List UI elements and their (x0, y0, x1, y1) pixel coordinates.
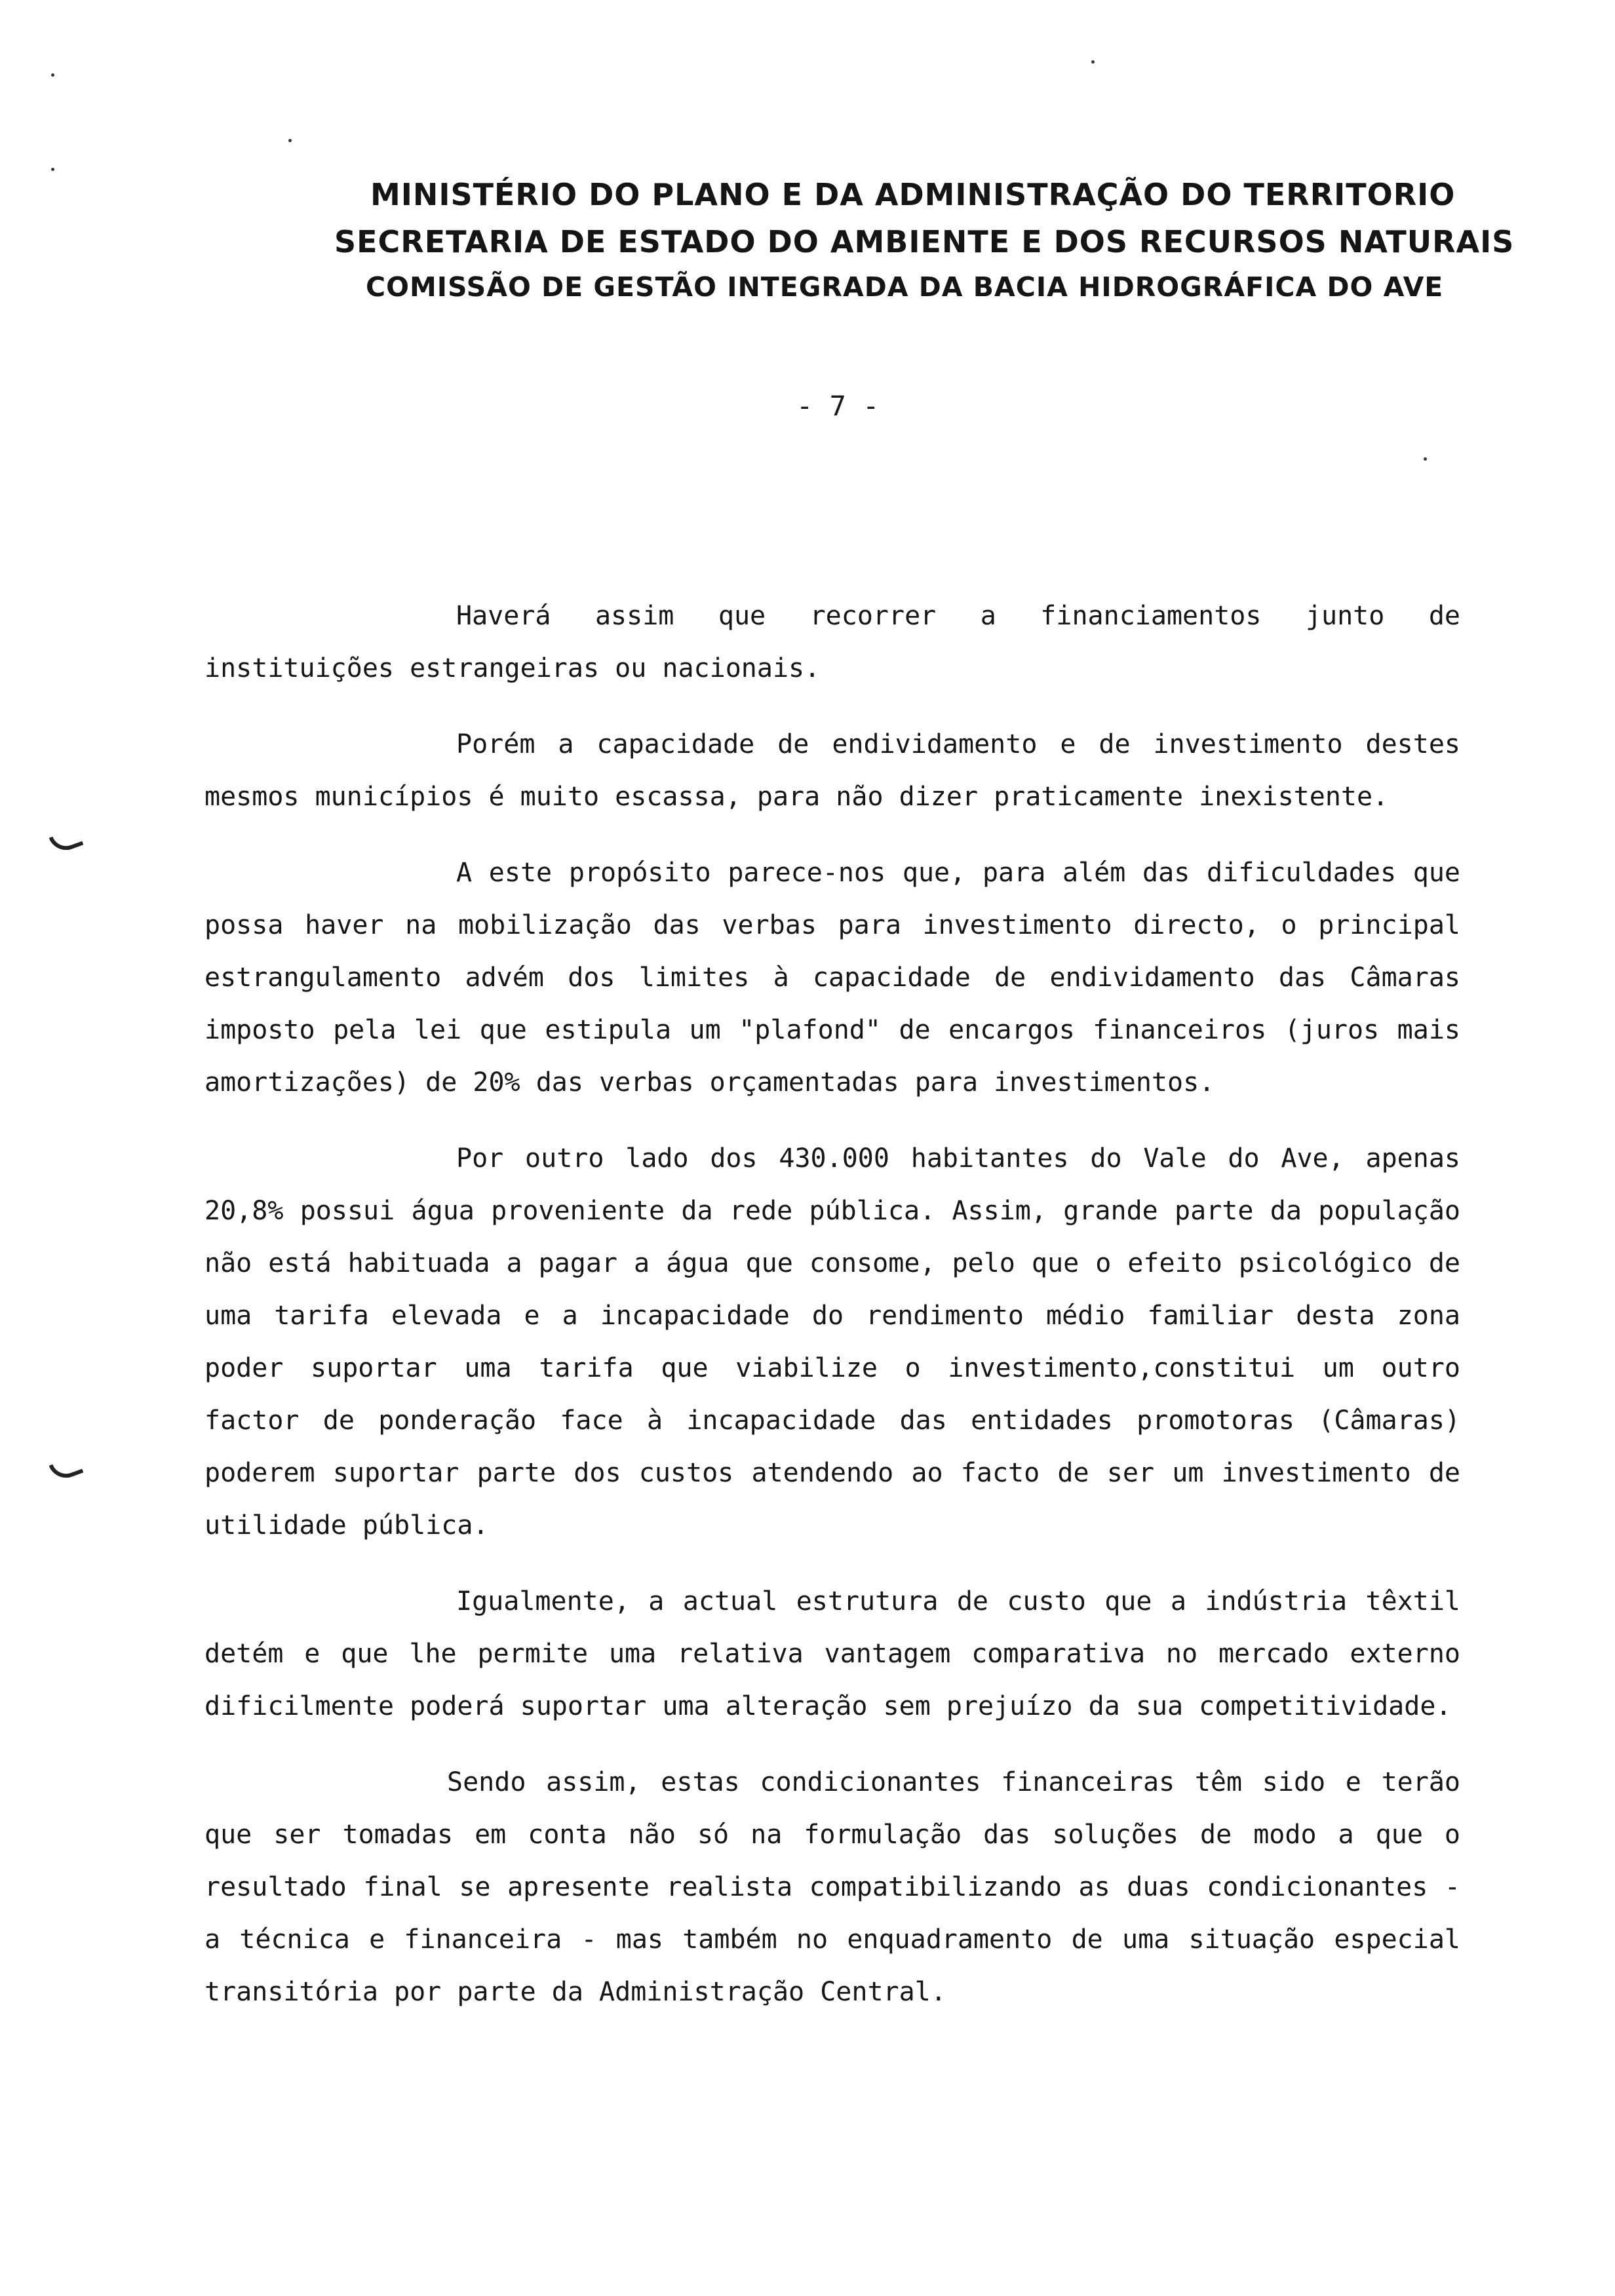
scan-speck (1091, 60, 1095, 64)
scan-speck (1424, 457, 1427, 461)
letterhead-ministry: MINISTÉRIO DO PLANO E DA ADMINISTRAÇÃO DO TERRITORIO (370, 177, 1456, 212)
scan-speck (51, 73, 54, 77)
paragraph: A este propósito parece-nos que, para além das dificuldades que possa haver na mobilização das verbas para investimento directo, o principal estrangulamento advém dos limites à capacidade de endividamento das Câmaras imposto pela lei que estipula um "plafond" de encargos financeiros (juros mais amortizações) de 20% das verbas orçamentadas para investimentos. (204, 858, 1460, 1098)
paragraph: Sendo assim, estas condicionantes financeiras têm sido e terão que ser tomadas em conta não só na formulação das soluções de modo a que o resultado final se apresente realista compatibilizando as duas condicionantes - a técnica e financeira - mas também no enquadramento de uma situação especial transitória por parte da Administração Central. (204, 1767, 1460, 2007)
scan-speck (51, 168, 54, 171)
paragraph: Por outro lado dos 430.000 habitantes do Vale do Ave, apenas 20,8% possui água proveniente da rede pública. Assim, grande parte da população não está habituada a pagar a água que consome, pelo que o efeito psicológico de uma tarifa elevada e a incapacidade do rendimento médio familiar desta zona poder suportar uma tarifa que viabilize o investimento,constitui um outro factor de ponderação face à incapacidade das entidades promotoras (Câmaras) poderem suportar parte dos custos atendendo ao facto de ser um investimento de utilidade pública. (204, 1143, 1460, 1540)
paragraph: Haverá assim que recorrer a financiamentos junto de instituições estrangeiras ou nacionais. (204, 601, 1460, 683)
page-number: - 7 - (796, 390, 880, 422)
body-text (204, 590, 1460, 2042)
scan-speck (288, 139, 292, 142)
paragraph: Porém a capacidade de endividamento e de investimento destes mesmos municípios é muito escassa, para não dizer praticamente inexistente. (204, 729, 1460, 812)
letterhead-secretariat: SECRETARIA DE ESTADO DO AMBIENTE E DOS RECURSOS NATURAIS (334, 224, 1515, 259)
binder-hole-mark (49, 828, 84, 855)
paragraph: Igualmente, a actual estrutura de custo que a indústria têxtil detém e que lhe permite uma relativa vantagem comparativa no mercado externo dificilmente poderá suportar uma alteração sem prejuízo da sua competitividade. (204, 1586, 1460, 1721)
letterhead-commission: COMISSÃO DE GESTÃO INTEGRADA DA BACIA HIDROGRÁFICA DO AVE (366, 271, 1444, 303)
binder-hole-mark (49, 1455, 84, 1483)
